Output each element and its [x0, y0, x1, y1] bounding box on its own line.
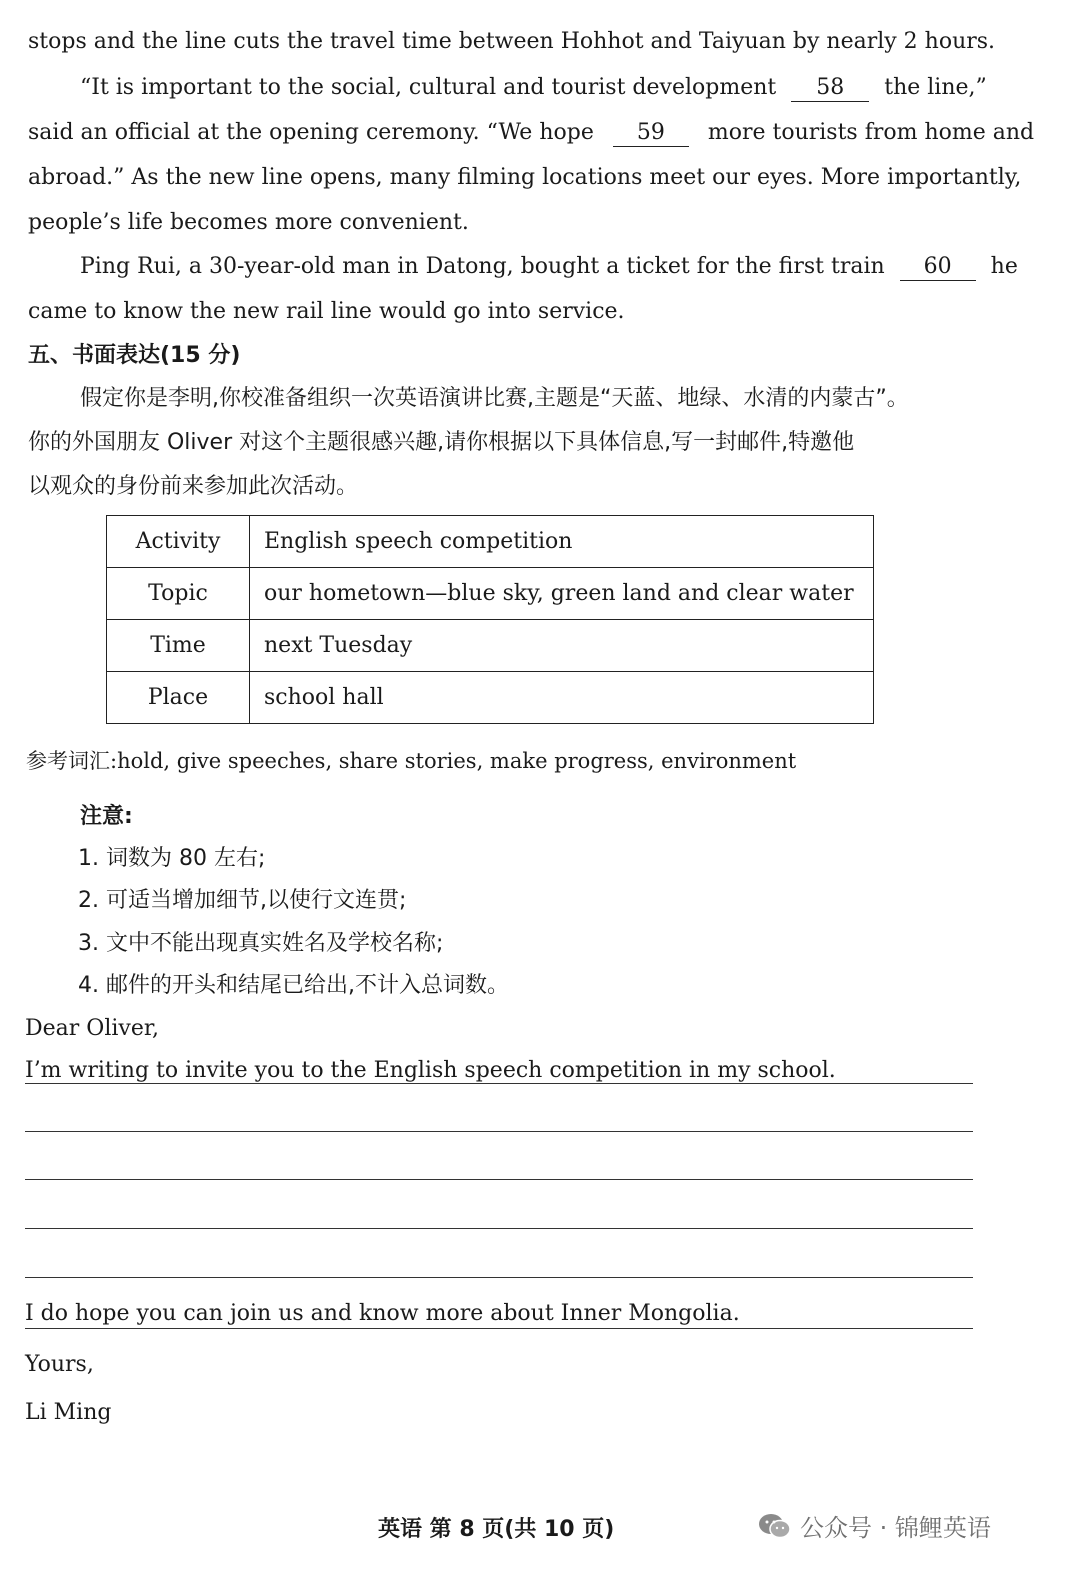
- table-key-activity: Activity: [107, 516, 250, 568]
- passage-line-3-start: said an official at the opening ceremony. “We hope: [28, 120, 594, 145]
- writing-line: [25, 1131, 973, 1132]
- writing-line: [25, 1277, 973, 1278]
- table-value-activity: English speech competition: [250, 516, 874, 568]
- table-value-time: next Tuesday: [250, 620, 874, 672]
- letter-opening: I’m writing to invite you to the English speech competition in my school.: [25, 1058, 836, 1083]
- writing-line: [25, 1083, 973, 1084]
- passage-line-6-end: he: [990, 254, 1018, 279]
- table-row: [107, 516, 874, 568]
- table-key-place: Place: [107, 672, 250, 724]
- passage-line-2: [80, 73, 987, 103]
- writing-line: [25, 1179, 973, 1180]
- task-intro-line-3: 以观众的身份前来参加此次活动。: [28, 474, 359, 499]
- letter-name: Li Ming: [25, 1400, 112, 1425]
- passage-line-6-start: Ping Rui, a 30-year-old man in Datong, bought a ticket for the first train: [80, 254, 885, 279]
- note-item-2: 2. 可适当增加细节,以使行文连贯;: [78, 888, 407, 913]
- passage-line-3: [28, 118, 1034, 148]
- table-key-time: Time: [107, 620, 250, 672]
- passage-line-6: [80, 252, 1018, 282]
- task-intro-line-1: 假定你是李明,你校准备组织一次英语演讲比赛,主题是“天蓝、地绿、水清的内蒙古”。: [80, 386, 909, 411]
- note-item-1: 1. 词数为 80 左右;: [78, 846, 266, 871]
- blank-60: 60: [900, 254, 976, 281]
- passage-line-1: stops and the line cuts the travel time between Hohhot and Taiyuan by nearly 2 hours.: [28, 29, 996, 54]
- passage-line-7: came to know the new rail line would go into service.: [28, 299, 625, 324]
- watermark: [758, 1508, 991, 1543]
- note-item-3: 3. 文中不能出现真实姓名及学校名称;: [78, 931, 444, 956]
- page-number: 英语 第 8 页(共 10 页): [378, 1517, 615, 1542]
- blank-59: 59: [613, 120, 689, 147]
- table-value-topic: our hometown—blue sky, green land and clear water: [250, 568, 874, 620]
- letter-signoff: Yours,: [25, 1352, 94, 1377]
- reference-vocabulary: 参考词汇:hold, give speeches, share stories, make progress, environment: [26, 749, 797, 773]
- letter-closing: I do hope you can join us and know more about Inner Mongolia.: [25, 1301, 740, 1326]
- passage-line-3-end: more tourists from home and: [707, 120, 1035, 145]
- table-row: [107, 568, 874, 620]
- passage-line-2-end: the line,”: [884, 75, 987, 100]
- info-table: [106, 515, 874, 724]
- note-item-4: 4. 邮件的开头和结尾已给出,不计入总词数。: [78, 973, 509, 998]
- table-row: [107, 620, 874, 672]
- passage-line-2-start: “It is important to the social, cultural and tourist development: [80, 75, 777, 100]
- letter-greeting: Dear Oliver,: [25, 1016, 159, 1041]
- writing-line: [25, 1228, 973, 1229]
- table-key-topic: Topic: [107, 568, 250, 620]
- notes-title: 注意:: [80, 804, 133, 829]
- task-intro-line-2: 你的外国朋友 Oliver 对这个主题很感兴趣,请你根据以下具体信息,写一封邮件,特邀他: [28, 430, 855, 455]
- blank-58: 58: [791, 75, 869, 102]
- section-heading: 五、书面表达(15 分): [28, 343, 241, 368]
- passage-line-4: abroad.” As the new line opens, many filming locations meet our eyes. More importantly,: [28, 165, 1022, 190]
- table-value-place: school hall: [250, 672, 874, 724]
- table-row: [107, 672, 874, 724]
- passage-line-5: people’s life becomes more convenient.: [28, 210, 469, 235]
- watermark-text: 公众号 · 锦鲤英语: [800, 1514, 991, 1542]
- writing-line: [25, 1328, 973, 1329]
- wechat-icon: [758, 1512, 792, 1540]
